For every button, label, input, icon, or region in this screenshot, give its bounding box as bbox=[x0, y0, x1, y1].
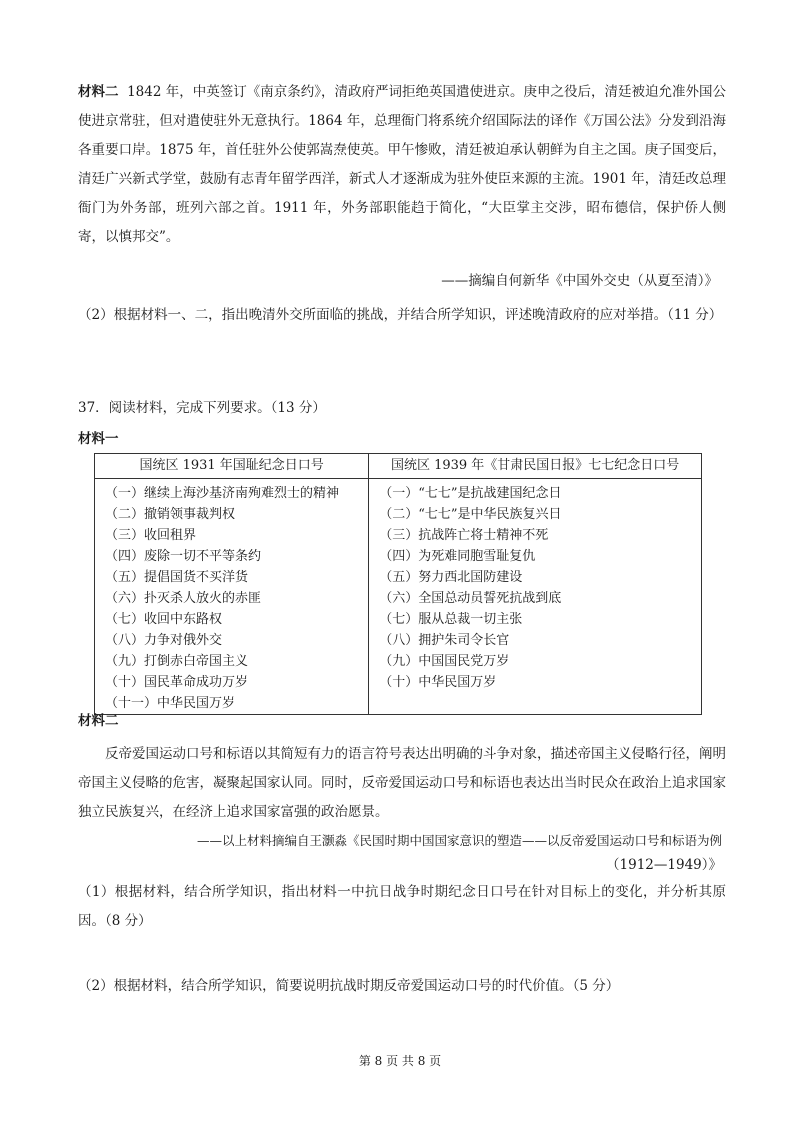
material-two-37-source-line1: ——以上材料摘编自王灏淼《民国时期中国国家意识的塑造——以反帝爱国运动口号和标语为例 bbox=[196, 833, 722, 848]
list-item: （十一）中华民国万岁 bbox=[105, 696, 236, 711]
list-item: （五）努力西北国防建设 bbox=[379, 570, 523, 585]
list-item: （七）收回中东路权 bbox=[105, 612, 223, 627]
material-two-label: 材料二 bbox=[78, 84, 119, 100]
slogans-1931-cell bbox=[95, 479, 369, 715]
page-number-footer: 第 8 页 共 8 页 bbox=[358, 1054, 442, 1068]
table-header-1939: 国统区 1939 年《甘肃民国日报》七七纪念日口号 bbox=[369, 454, 702, 479]
material-two-label-37: 材料二 bbox=[78, 713, 119, 729]
list-item: （一）“七七”是抗战建国纪念日 bbox=[379, 486, 562, 501]
slogans-1931-list bbox=[105, 483, 358, 714]
material-two-source: ——摘编自何新华《中国外交史（从夏至清）》 bbox=[441, 273, 718, 289]
question-36-part-2: （2）根据材料一、二，指出晚清外交所面临的挑战，并结合所学知识，评述晚清政府的应对举措。（11 分） bbox=[78, 307, 723, 323]
slogans-1939-list bbox=[379, 483, 691, 693]
list-item: （七）服从总裁一切主张 bbox=[379, 612, 523, 627]
material-two-37-text: 反帝爱国运动口号和标语以其简短有力的语言符号表达出明确的斗争对象，描述帝国主义侵略行径，阐明帝国主义侵略的危害，凝聚起国家认同。同时，反帝爱国运动口号和标语也表达出当时民众在政治上追求国家独立民族复兴，在经济上追求国家富强的政治愿景。 bbox=[78, 746, 726, 820]
list-item: （八）拥护朱司令长官 bbox=[379, 633, 510, 648]
list-item: （十）国民革命成功万岁 bbox=[105, 675, 249, 690]
material-two-paragraph bbox=[78, 78, 726, 252]
list-item: （五）提倡国货不买洋货 bbox=[105, 570, 249, 585]
list-item: （二）“七七”是中华民族复兴日 bbox=[379, 507, 562, 522]
material-two-37-source-line2: （1912—1949）》 bbox=[606, 857, 722, 873]
question-37-part-2: （2）根据材料，结合所学知识，简要说明抗战时期反帝爱国运动口号的时代价值。（5 分） bbox=[78, 978, 620, 994]
table-header-1931: 国统区 1931 年国耻纪念日口号 bbox=[95, 454, 369, 479]
list-item: （四）为死难同胞雪耻复仇 bbox=[379, 549, 536, 564]
list-item: （二）撤销领事裁判权 bbox=[105, 507, 236, 522]
list-item: （三）收回租界 bbox=[105, 528, 197, 543]
slogans-1939-cell bbox=[369, 479, 702, 715]
list-item: （八）力争对俄外交 bbox=[105, 633, 223, 648]
list-item: （六）扑灭杀人放火的赤匪 bbox=[105, 591, 262, 606]
question-37-heading: 37．阅读材料，完成下列要求。（13 分） bbox=[78, 400, 326, 416]
list-item: （六）全国总动员誓死抗战到底 bbox=[379, 591, 562, 606]
list-item: （九）中国国民党万岁 bbox=[379, 654, 510, 669]
question-37-part-1: （1）根据材料，结合所学知识，指出材料一中抗日战争时期纪念日口号在针对目标上的变化，并分析其原因。（8 分） bbox=[78, 884, 726, 929]
list-item: （九）打倒赤白帝国主义 bbox=[105, 654, 249, 669]
list-item: （三）抗战阵亡将士精神不死 bbox=[379, 528, 549, 543]
list-item: （一）继续上海沙基济南殉难烈士的精神 bbox=[105, 486, 340, 501]
material-one-label: 材料一 bbox=[78, 431, 119, 447]
list-item: （十）中华民国万岁 bbox=[379, 675, 497, 690]
material-two-text: 1842 年，中英签订《南京条约》，清政府严词拒绝英国遣使进京。庚申之役后，清廷被迫允准外国公使进京常驻，但对遣使驻外无意执行。1864 年，总理衙门将系统介绍国际法的译作《万国公法》分发到沿海各重要口岸。1875 年，首任驻外公使郭嵩焘使英。甲午惨败，清廷被迫承认朝鲜为自主之国。庚子国变后，清廷广兴新式学堂，鼓励有志青年留学西洋，新式人才逐渐成为驻外使臣来源的主流。1901 年，清廷改总理衙门为外务部，班列六部之首。1911 年，外务部职能趋于简化，“大臣掌主交涉，昭布德信，保护侨人侧寄，以慎邦交”。 bbox=[78, 84, 726, 245]
list-item: （四）废除一切不平等条约 bbox=[105, 549, 262, 564]
slogan-comparison-table bbox=[94, 453, 702, 715]
